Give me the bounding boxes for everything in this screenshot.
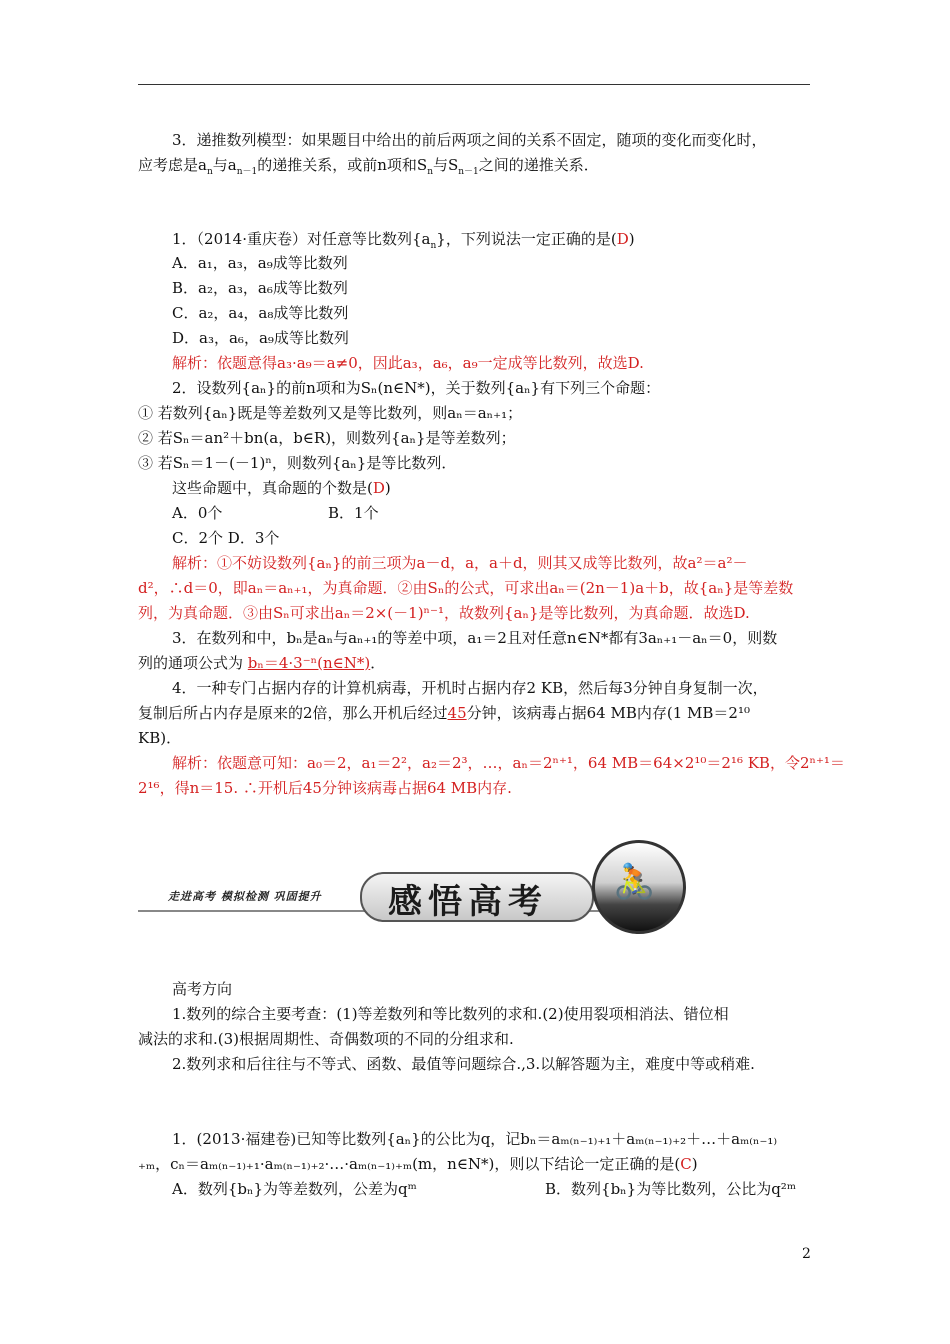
q5-answer: C (680, 1155, 692, 1173)
q2-option-a: A．0个 (172, 504, 223, 522)
q2-proposition-2: ② 若Sₙ＝an²＋bn(a，b∈R)，则数列{aₙ}是等差数列； (138, 429, 516, 447)
header-rule (138, 84, 810, 85)
gk-heading: 高考方向 (172, 980, 233, 998)
q4-line3: KB)． (138, 729, 182, 747)
q2-proposition-3: ③ 若Sₙ＝1－(－1)ⁿ，则数列{aₙ}是等比数列． (138, 454, 457, 472)
q1-option-a: A．a₁，a₃，a₉成等比数列 (172, 254, 348, 272)
q1-option-b: B．a₂，a₃，a₆成等比数列 (172, 279, 348, 297)
recursive-model-line1: 3．递推数列模型：如果题目中给出的前后两项之间的关系不固定，随项的变化而变化时， (172, 131, 767, 149)
q5-line1: 1．(2013·福建卷)已知等比数列{aₙ}的公比为q，记bₙ＝aₘ₍ₙ₋₁₎₊₁＋aₘ₍ₙ₋₁₎₊₂＋…＋aₘ₍ₙ₋₁₎ (172, 1130, 778, 1148)
q2-question: 这些命题中，真命题的个数是(D) (172, 479, 391, 497)
q3-line1: 3．在数列和中，bₙ是aₙ与aₙ₊₁的等差中项，a₁＝2且对任意n∈N*都有3aₙ₊₁－aₙ＝0，则数 (172, 629, 778, 647)
q5-option-b: B．数列{bₙ}为等比数列，公比为q²ᵐ (545, 1180, 797, 1198)
q5-line2: ₊ₘ，cₙ＝aₘ₍ₙ₋₁₎₊₁·aₘ₍ₙ₋₁₎₊₂·…·aₘ₍ₙ₋₁₎₊ₘ(m，n∈N*)，则以下结论一定正确的是(C) (138, 1155, 698, 1173)
gk-point-1b: 减法的求和.(3)根据周期性、奇偶数项的不同的分组求和. (138, 1030, 514, 1048)
q2-proposition-1: ① 若数列{aₙ}既是等差数列又是等比数列，则aₙ＝aₙ₊₁； (138, 404, 523, 422)
q5-option-a: A．数列{bₙ}为等差数列，公差为qᵐ (172, 1180, 417, 1198)
cyclist-icon: 🚴 (613, 862, 656, 902)
q2-solution-2: d²，∴d＝0，即aₙ＝aₙ₊₁，为真命题．②由Sₙ的公式，可求出aₙ＝(2n－1)a＋b，故{aₙ}是等差数 (138, 579, 794, 597)
q4-line1: 4．一种专门占据内存的计算机病毒，开机时占据内存2 KB，然后每3分钟自身复制一次， (172, 679, 768, 697)
q4-solution-2: 2¹⁶，得n＝15. ∴开机后45分钟该病毒占据64 MB内存. (138, 779, 512, 797)
q1-answer: D (616, 230, 629, 248)
q1-stem: 1．（2014·重庆卷）对任意等比数列$\{a_n\}$，下列说法一定正确的是(D) (172, 230, 635, 251)
banner-title: 感悟高考 (388, 882, 548, 922)
q4-answer: 45 (447, 704, 467, 722)
q3-answer: bₙ＝4·3⁻ⁿ(n∈N*) (247, 654, 371, 672)
q1-option-d: D．a₃，a₆，a₉成等比数列 (172, 329, 349, 347)
q2-stem: 2．设数列{aₙ}的前n项和为Sₙ(n∈N*)，关于数列{aₙ}有下列三个命题： (172, 379, 661, 397)
banner-motto: 走进高考 模拟检测 巩固提升 (168, 890, 322, 903)
q4-line2: 复制后所占内存是原来的2倍，那么开机后经过45分钟，该病毒占据64 MB内存(1 MB＝2¹⁰ (138, 704, 750, 722)
q2-option-b: B．1个 (328, 504, 379, 522)
q2-options-cd: C．2个 D．3个 (172, 529, 280, 547)
q3-line2: 列的通项公式为 bₙ＝4·3⁻ⁿ(n∈N*)． (138, 654, 386, 672)
gk-point-2: 2.数列求和后往往与不等式、函数、最值等问题综合.,3.以解答题为主，难度中等或稍难. (172, 1055, 755, 1073)
section-banner (138, 840, 810, 940)
q2-solution-3: 列，为真命题．③由Sₙ可求出aₙ＝2×(－1)ⁿ⁻¹，故数列{aₙ}是等比数列，为真命题．故选D. (138, 604, 750, 622)
q1-option-c: C．a₂，a₄，a₈成等比数列 (172, 304, 349, 322)
page-number: 2 (802, 1246, 811, 1262)
gk-point-1a: 1.数列的综合主要考查：(1)等差数列和等比数列的求和.(2)使用裂项相消法、错位相 (172, 1005, 729, 1023)
q4-solution-1: 解析：依题意可知：a₀＝2，a₁＝2²，a₂＝2³，…，aₙ＝2ⁿ⁺¹，64 MB＝64×2¹⁰＝2¹⁶ KB，令2ⁿ⁺¹＝ (172, 754, 845, 772)
q2-solution-1: 解析：①不妨设数列{aₙ}的前三项为a－d，a，a＋d，则其又成等比数列，故a²＝a²－ (172, 554, 748, 572)
recursive-model-line2: 应考虑是$a_n$与$a_{n-1}$的递推关系，或前n项和$S_n$与$S_{n-1}$之间的递推关系． (138, 156, 599, 177)
q1-solution: 解析：依题意得a₃·a₉＝a≠0，因此a₃，a₆，a₉一定成等比数列，故选D. (172, 354, 644, 372)
q2-answer: D (372, 479, 385, 497)
